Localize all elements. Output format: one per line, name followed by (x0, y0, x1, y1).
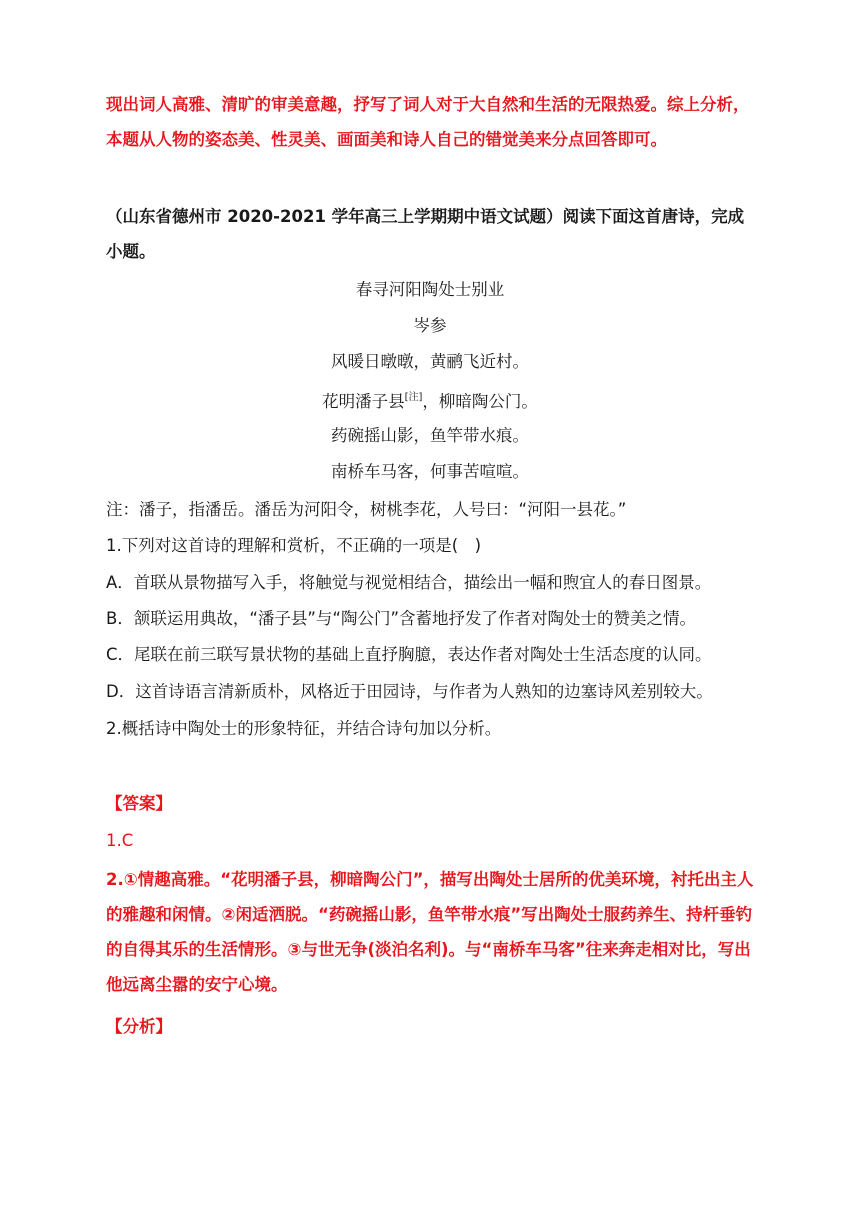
option-c: C．尾联在前三联写景状物的基础上直抒胸臆，表达作者对陶处士生活态度的认同。 (106, 645, 712, 664)
poem-line-2-part-2: ，柳暗陶公门。 (422, 392, 538, 411)
poem-line-3: 药碗摇山影，鱼竿带水痕。 (331, 426, 529, 445)
answer-1: 1.C (106, 831, 134, 850)
previous-analysis-text: 现出词人高雅、清旷的审美意趣，抒写了词人对于大自然和生活的无限热爱。综上分析，本题从人物的姿态美、性灵美、画面美和诗人自己的错觉美来分点回答即可。 (106, 95, 750, 149)
option-a: A．首联从景物描写入手，将触觉与视觉相结合，描绘出一幅和煦宜人的春日图景。 (106, 573, 712, 592)
option-d: D．这首诗语言清新质朴，风格近于田园诗，与作者为人熟知的边塞诗风差别较大。 (106, 682, 713, 701)
answer-2: 2.①情趣高雅。“花明潘子县，柳暗陶公门”，描写出陶处士居所的优美环境，衬托出主人的雅趣和闲情。②闲适洒脱。“药碗摇山影，鱼竿带水痕”写出陶处士服药养生、持杆垂钓的自得其乐的生活情形。③与世无争(淡泊名利)。与“南桥车马客”往来奔走相对比，写出他远离尘嚣的安宁心境。 (106, 870, 754, 994)
poem-line-2-part-1: 花明潘子县 (322, 392, 405, 411)
poem-author: 岑参 (413, 316, 447, 335)
footnote-marker: [注] (404, 392, 423, 403)
poem-line-4: 南桥车马客，何事苦喧喧。 (331, 462, 529, 481)
poem-title: 春寻河阳陶处士别业 (355, 280, 505, 299)
poem-line-2 (0, 386, 860, 414)
question-2: 2.概括诗中陶处士的形象特征，并结合诗句加以分析。 (106, 719, 502, 738)
poem-line-1: 风暖日暾暾，黄鹂飞近村。 (331, 352, 529, 371)
answer-label: 【答案】 (106, 794, 172, 813)
question-1: 1.下列对这首诗的理解和赏析，不正确的一项是( ) (106, 536, 482, 555)
analysis-label: 【分析】 (106, 1017, 172, 1036)
option-b: B．颔联运用典故，“潘子县”与“陶公门”含蓄地抒发了作者对陶处士的赞美之情。 (106, 609, 697, 628)
question-heading: （山东省德州市 2020-2021 学年高三上学期期中语文试题）阅读下面这首唐诗，完成小题。 (106, 207, 745, 261)
poem-footnote: 注：潘子，指潘岳。潘岳为河阳令，树桃李花，人号曰：“河阳一县花。” (106, 500, 627, 519)
